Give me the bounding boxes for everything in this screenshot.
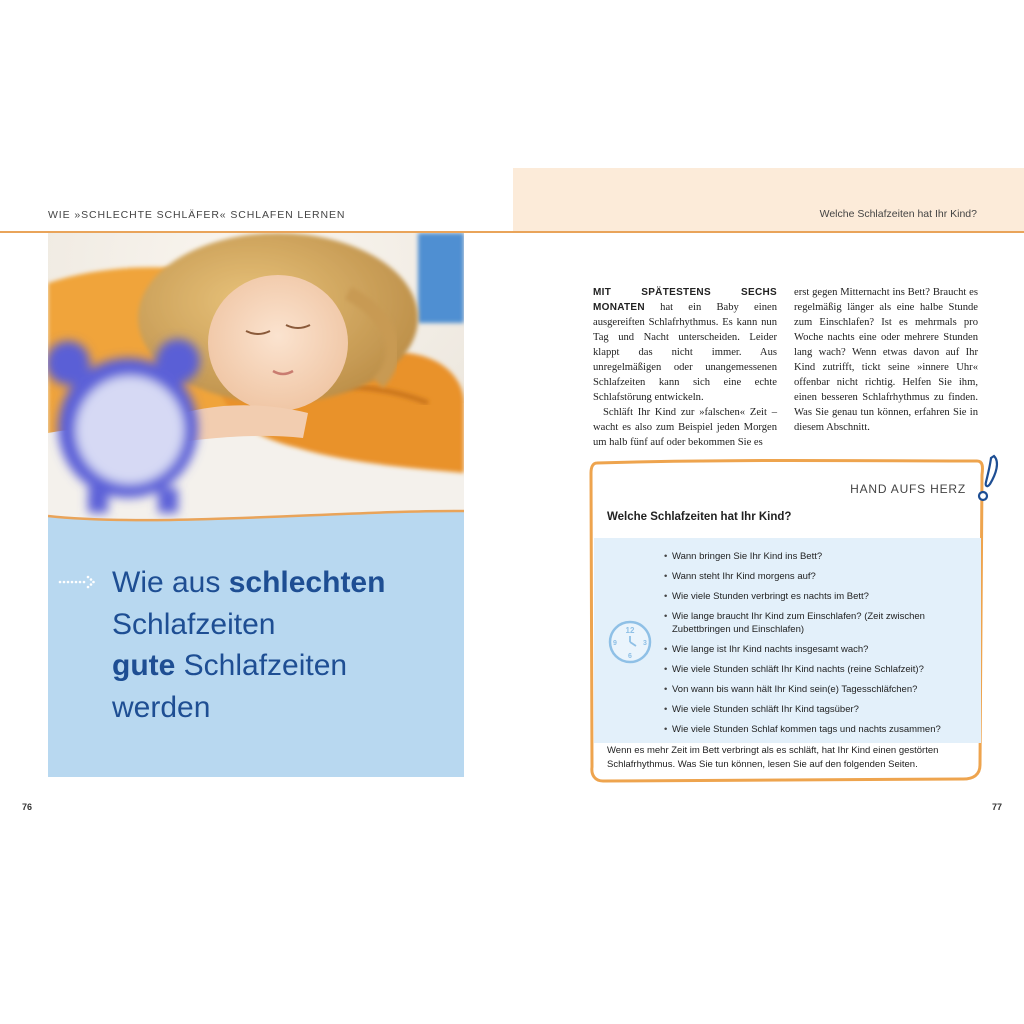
headline-line2: Schlafzeiten: [112, 607, 276, 641]
running-head-right: Welche Schlafzeiten hat Ihr Kind?: [819, 208, 977, 220]
list-item: • Wie viele Stunden schläft Ihr Kind tagsüber?: [664, 704, 964, 717]
page-number-right: 77: [992, 802, 1003, 812]
clock-icon: [607, 619, 653, 665]
headline-line1-pre: Wie aus: [112, 566, 229, 599]
clock-six: 6: [628, 653, 632, 660]
headline-line4: werden: [112, 690, 211, 724]
headline: [112, 562, 452, 728]
list-item: • Wie viele Stunden Schlaf kommen tags und nachts zusammen?: [664, 724, 964, 737]
photo-sleeping-child: [48, 233, 464, 523]
list-item: • Wie viele Stunden schläft Ihr Kind nachts (reine Schlafzeit)?: [664, 664, 964, 677]
clock-nine: 9: [613, 640, 617, 647]
exclamation-icon: [972, 452, 1004, 506]
body-paragraph-1: hat ein Baby einen ausgereiften Schlafrhythmus. Es kann nun Tag und Nacht unterscheiden. Leider klappt das nicht immer. Aus unregelmäßigen oder unangemessenen Schlafzeiten kann sich eine echte Schlafstörung entwickeln.: [593, 302, 777, 403]
box-title: Welche Schlafzeiten hat Ihr Kind?: [607, 511, 792, 523]
body-column-2: erst gegen Mitternacht ins Bett? Braucht es regelmäßig länger als eine halbe Stunde zum Einschlafen? Ist es mehrmals pro Woche nachts eine oder mehrere Stunden lang wach? Wenn etwas davon auf Ihr Kind zutrifft, tickt seine »innere Uhr« offenbar nicht richtig. Helfen Sie ihm, einen besseren Schlafrhythmus zu finden. Was Sie genau tun können, erfahren Sie in diesem Abschnitt.: [794, 287, 978, 433]
header-tint: [513, 168, 1024, 232]
clock-three: 3: [643, 640, 647, 647]
dotted-arrow-icon: [58, 574, 98, 590]
box-footer: Wenn es mehr Zeit im Bett verbringt als es schläft, hat Ihr Kind einen gestörten Schlafrhythmus. Was Sie tun können, lesen Sie auf den folgenden Seiten.: [607, 745, 939, 770]
body-column-1: [593, 285, 777, 450]
list-item: • Wann bringen Sie Ihr Kind ins Bett?: [664, 551, 964, 564]
body-runin: MIT SPÄTESTENS SECHS MONATEN: [593, 287, 777, 313]
headline-line3-bold: gute: [112, 649, 176, 682]
box-kicker: HAND AUFS HERZ: [850, 482, 966, 496]
headline-line3-post: Schlafzeiten: [175, 649, 348, 682]
list-item: • Wie lange ist Ihr Kind nachts insgesamt wach?: [664, 644, 964, 657]
list-item: • Wann steht Ihr Kind morgens auf?: [664, 571, 964, 584]
running-head-left: WIE »SCHLECHTE SCHLÄFER« SCHLAFEN LERNEN: [48, 209, 346, 221]
question-list: [664, 551, 964, 744]
list-item: • Von wann bis wann hält Ihr Kind sein(e) Tagesschläfchen?: [664, 684, 964, 697]
list-item: • Wie lange braucht Ihr Kind zum Einschlafen? (Zeit zwischen Zubettbringen und Einschlafen): [664, 611, 964, 636]
page-number-left: 76: [22, 802, 33, 812]
body-paragraph-2: Schläft Ihr Kind zur »falschen« Zeit – wacht es also zum Beispiel jeden Morgen um halb fünf auf oder bekommen Sie es: [593, 407, 777, 448]
clock-twelve: 12: [625, 626, 635, 635]
headline-line1-bold: schlechten: [228, 566, 386, 599]
list-item: • Wie viele Stunden verbringt es nachts im Bett?: [664, 591, 964, 604]
